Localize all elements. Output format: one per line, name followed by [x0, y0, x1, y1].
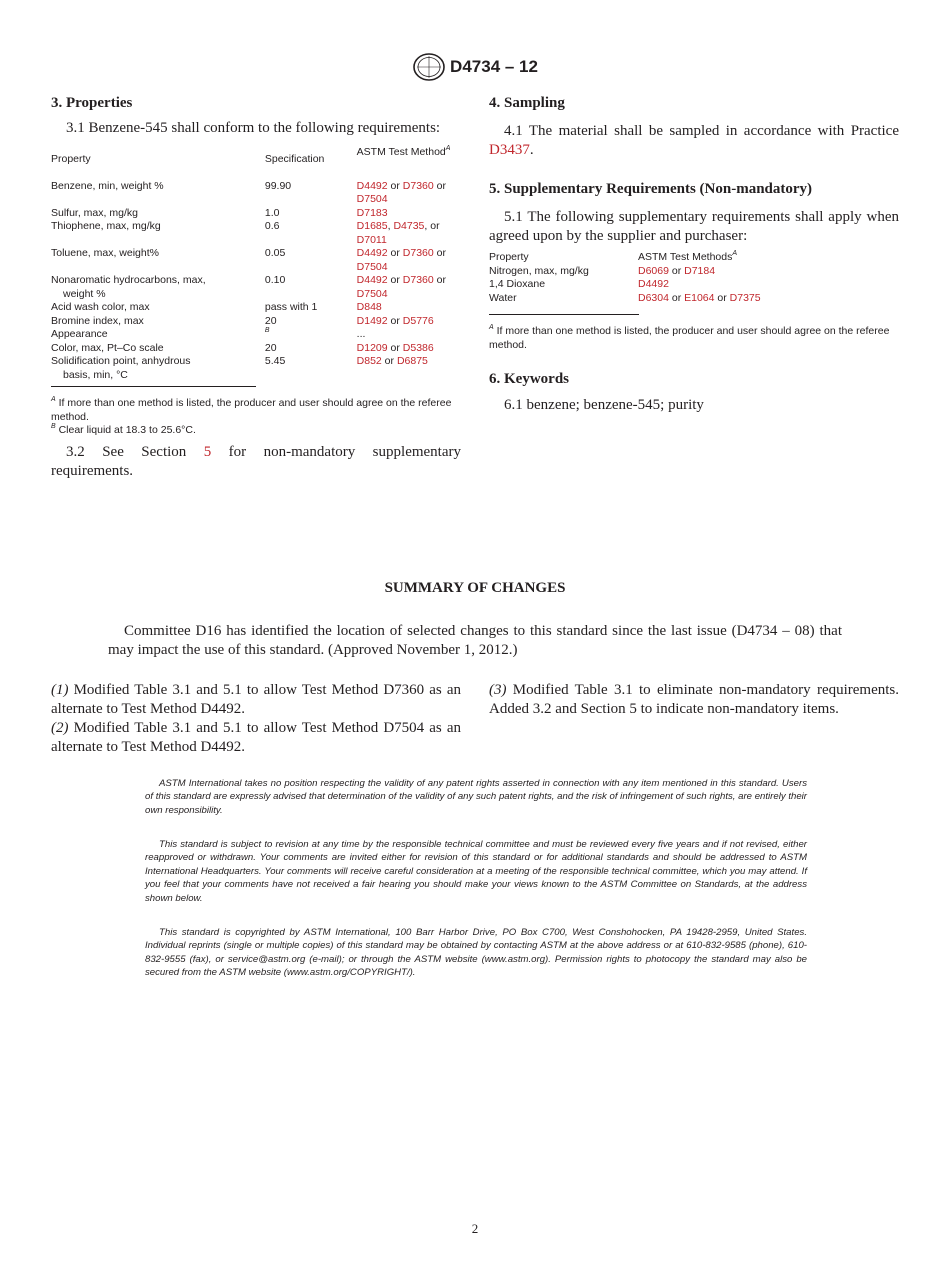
- paragraph-5-1: 5.1 The following supplementary requirements shall apply when agreed upon by the supplier and purchaser:: [489, 209, 899, 244]
- table-row: 1,4 Dioxane D4492: [489, 278, 669, 290]
- summary-title: SUMMARY OF CHANGES: [384, 580, 566, 596]
- section-3-heading: 3. Properties: [51, 95, 133, 111]
- method-link[interactable]: D1492: [356, 314, 388, 327]
- method-link[interactable]: D7360: [402, 179, 434, 192]
- left-column: [51, 94, 461, 481]
- right-column: [489, 94, 899, 415]
- page-header: [0, 52, 950, 82]
- col-header-specification: Specification: [264, 153, 325, 165]
- section-5-heading: 5. Supplementary Requirements (Non-mandatory): [489, 181, 813, 197]
- method-link[interactable]: D7011: [356, 233, 387, 246]
- table-row: Thiophene, max, mg/kg 0.6 D1685, D4735, or D7011: [51, 220, 440, 246]
- method-link[interactable]: D7504: [356, 287, 388, 300]
- method-link[interactable]: D7504: [356, 193, 388, 205]
- method-link[interactable]: D6875: [396, 355, 428, 367]
- change-item: (3) Modified Table 3.1 to eliminate non-mandatory requirements. Added 3.2 and Section 5 to indicate non-mandatory items.: [489, 682, 899, 717]
- method-link[interactable]: D6069: [638, 264, 669, 277]
- table-row: Benzene, min, weight % 99.90 D4492 or D7360 or D7504: [51, 179, 446, 205]
- table-footnote-b: $^B$ Clear liquid at 18.3 to 25.6°C.: [51, 423, 196, 436]
- method-link[interactable]: D7183: [356, 206, 388, 219]
- d3437-link[interactable]: D3437: [489, 142, 530, 158]
- method-link[interactable]: D4492: [638, 278, 669, 290]
- method-link[interactable]: D4492: [356, 274, 388, 286]
- section-6-heading: 6. Keywords: [489, 371, 569, 387]
- col-header-method: ASTM Test Method$^A$: [356, 145, 451, 158]
- table-row: Nitrogen, max, mg/kg D6069 or D7184: [489, 264, 716, 277]
- standard-designation: D4734 – 12: [450, 57, 538, 76]
- patent-notice: ASTM International takes no position respecting the validity of any patent rights asserted in connection with any item mentioned in this standard. Users of this standard are expressly advised that determination of the validity of any such patent rights, and the risk of infringement of such rights, are entirely their own responsibility.: [145, 778, 807, 816]
- method-link[interactable]: D4492: [356, 179, 388, 192]
- method-link[interactable]: D1209: [356, 341, 388, 354]
- table-row: Toluene, max, weight% 0.05 D4492 or D7360 or D7504: [51, 247, 446, 273]
- table-row: Sulfur, max, mg/kg 1.0 D7183: [51, 206, 388, 219]
- footnote-divider: [51, 386, 256, 387]
- method-link[interactable]: D7360: [402, 274, 434, 286]
- table-footnote-a: $^A$ If more than one method is listed, the producer and user should agree on the referee method.: [489, 324, 890, 351]
- method-link[interactable]: D7504: [356, 260, 388, 273]
- table-row: Nonaromatic hydrocarbons, max, weight % 0.10 D4492 or D7360 or D7504: [51, 274, 446, 300]
- change-item: (2) Modified Table 3.1 and 5.1 to allow Test Method D7504 as an alternate to Test Method D4492.: [51, 720, 461, 755]
- col-header-method: ASTM Test Methods$^A$: [638, 250, 738, 263]
- footnote-divider: [489, 314, 639, 315]
- method-link[interactable]: D7184: [684, 264, 716, 277]
- paragraph-3-2: 3.2 See Section 5 for non-mandatory supplementary requirements.: [51, 443, 461, 479]
- supplementary-table: [489, 251, 899, 305]
- section-4-heading: 4. Sampling: [489, 95, 565, 111]
- table-row: Color, max, Pt–Co scale 20 D1209 or D5386: [51, 341, 434, 354]
- method-link[interactable]: D848: [356, 301, 382, 313]
- astm-logo-icon: [412, 52, 446, 82]
- page-number: 2: [471, 1221, 479, 1236]
- method-link[interactable]: D4492: [356, 247, 388, 259]
- table-row: Acid wash color, max pass with 1 D848: [51, 301, 382, 313]
- section-5-link[interactable]: 5: [203, 443, 212, 460]
- change-item: (1) Modified Table 3.1 and 5.1 to allow Test Method D7360 as an alternate to Test Method D4492.: [51, 682, 461, 717]
- method-link[interactable]: D6304: [638, 291, 669, 304]
- method-link[interactable]: D5386: [402, 341, 434, 354]
- method-link[interactable]: D7360: [402, 247, 434, 259]
- table-footnote-a: $^A$ If more than one method is listed, the producer and user should agree on the referee method.: [51, 396, 452, 423]
- copyright-notice: This standard is copyrighted by ASTM International, 100 Barr Harbor Drive, PO Box C700, West Conshohocken, PA 19428-2959, United States. Individual reprints (single or multiple copies) of this standard may be obtained by contacting ASTM at the above address or at 610-832-9585 (phone), 610-832-9555 (fax), or service@astm.org (e-mail); or through the ASTM website (www.astm.org). Permission rights to photocopy the standard may also be secured from the ASTM website (www.astm.org/COPYRIGHT/).: [145, 927, 807, 979]
- col-header-property: Property: [51, 153, 91, 165]
- revision-notice: This standard is subject to revision at any time by the responsible technical committee and must be reviewed every five years and if not revised, either reapproved or withdrawn. Your comments are invited either for revision of this standard or for additional standards and should be addressed to ASTM International Headquarters. Your comments will receive careful consideration at a meeting of the responsible technical committee, which you may attend. If you feel that your comments have not received a fair hearing you should make your views known to the ASTM Committee on Standards, at the address shown below.: [145, 839, 807, 904]
- paragraph-3-1: 3.1 Benzene-545 shall conform to the following requirements:: [66, 120, 441, 136]
- table-header-row: [489, 251, 899, 265]
- table-row: Water D6304 or E1064 or D7375: [489, 291, 761, 304]
- method-link[interactable]: E1064: [684, 291, 715, 304]
- paragraph-6-1: 6.1 benzene; benzene-545; purity: [504, 397, 704, 413]
- table-header-row: [51, 146, 461, 167]
- method-link[interactable]: D5776: [402, 314, 434, 327]
- table-row: Solidification point, anhydrous basis, min, °C 5.45 D852 or D6875: [51, 355, 428, 381]
- paragraph-4-1: 4.1 The material shall be sampled in accordance with Practice D3437.: [489, 123, 899, 158]
- method-link[interactable]: D7375: [729, 291, 761, 304]
- method-link[interactable]: D1685: [356, 220, 388, 232]
- properties-table: [51, 146, 461, 382]
- col-header-property: Property: [489, 251, 529, 263]
- method-link[interactable]: D4735: [393, 220, 425, 232]
- table-row: Appearance $^B$ ...: [51, 327, 366, 340]
- changes-left: [51, 681, 461, 757]
- changes-right: [489, 681, 899, 719]
- summary-intro: Committee D16 has identified the location of selected changes to this standard since the last issue (D4734 – 08) that may impact the use of this standard. (Approved November 1, 2012.): [108, 623, 842, 658]
- table-row: Bromine index, max 20 D1492 or D5776: [51, 314, 434, 327]
- method-link[interactable]: D852: [356, 355, 382, 367]
